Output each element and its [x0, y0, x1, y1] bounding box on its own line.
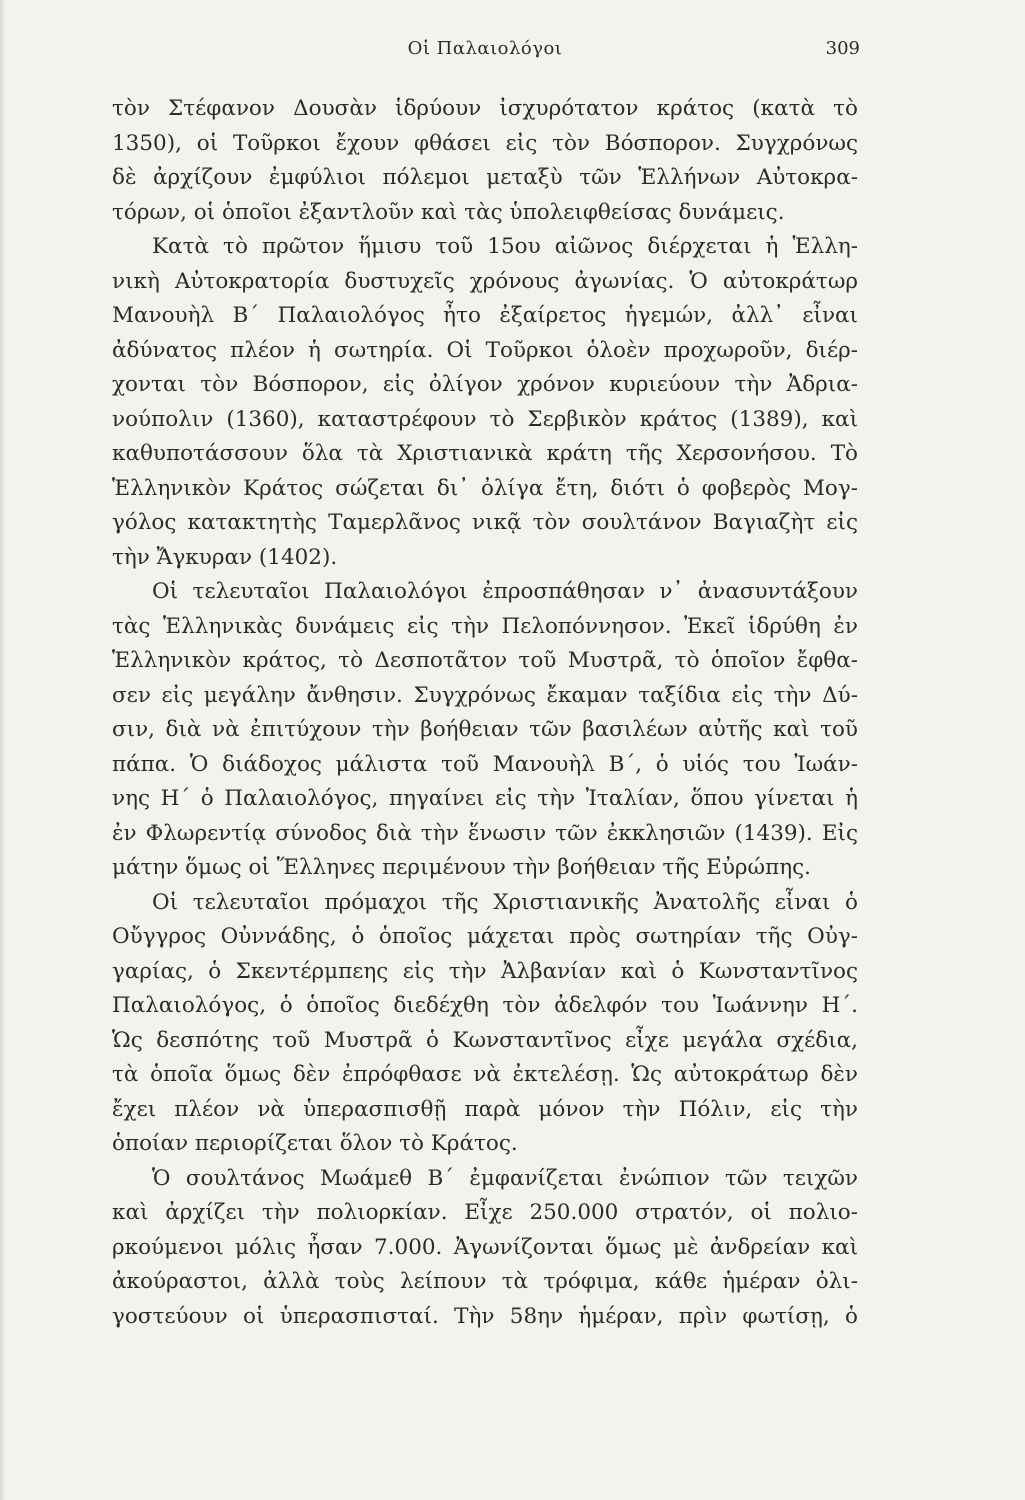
text-line: Οἱ τελευταῖοι Παλαιολόγοι ἐπροσπάθησαν ν᾽ ἀνασυντάξουν	[152, 579, 858, 604]
text-line: ἀδύνατος πλέον ἡ σωτηρία. Οἱ Τοῦρκοι ὁλοὲν προχωροῦν, διέρ-	[112, 337, 858, 363]
text-line: 1350), οἱ Τοῦρκοι ἔχουν φθάσει εἰς τὸν Βόσπορον. Συγχρόνως	[112, 130, 858, 156]
text-line: ρκούμενοι μόλις ἦσαν 7.000. Ἀγωνίζονται ὅμως μὲ ἀνδρείαν καὶ	[112, 1234, 858, 1260]
running-head-title: Οἱ Παλαιολόγοι	[407, 38, 563, 59]
text-line: γόλος κατακτητὴς Ταμερλᾶνος νικᾷ τὸν σουλτάνον Βαγιαζὴτ εἰς	[112, 510, 858, 535]
text-line: πάπα. Ὁ διάδοχος μάλιστα τοῦ Μανουὴλ Β΄, ὁ υἱός του Ἰωάν-	[112, 751, 858, 777]
text-line: Ἑλληνικὸν κράτος, τὸ Δεσποτᾶτον τοῦ Μυστρᾶ, τὸ ὁποῖον ἔφθα-	[112, 648, 858, 673]
text-line: ἐν Φλωρεντίᾳ σύνοδος διὰ τὴν ἕνωσιν τῶν ἐκκλησιῶν (1439). Εἰς	[112, 820, 858, 846]
text-line: δὲ ἀρχίζουν ἐμφύλιοι πόλεμοι μεταξὺ τῶν Ἑλλήνων Αὐτοκρα-	[112, 165, 858, 190]
text-line: σιν, διὰ νὰ ἐπιτύχουν τὴν βοήθειαν τῶν βασιλέων αὐτῆς καὶ τοῦ	[112, 717, 858, 742]
text-line: Ὁ σουλτάνος Μωάμεθ Β΄ ἐμφανίζεται ἐνώπιον τῶν τειχῶν	[152, 1165, 858, 1191]
text-line: τόρων, οἱ ὁποῖοι ἐξαντλοῦν καὶ τὰς ὑπολειφθείσας δυνάμεις.	[112, 199, 785, 225]
text-line: ὁποίαν περιορίζεται ὅλον τὸ Κράτος.	[112, 1131, 518, 1156]
text-line: ἀκούραστοι, ἀλλὰ τοὺς λείπουν τὰ τρόφιμα, κάθε ἡμέραν ὀλι-	[112, 1269, 858, 1294]
text-line: Οὔγγρος Οὐννάδης, ὁ ὁποῖος μάχεται πρὸς σωτηρίαν τῆς Οὐγ-	[112, 924, 858, 949]
text-line: Κατὰ τὸ πρῶτον ἥμισυ τοῦ 15ου αἰῶνος διέρχεται ἡ Ἑλλη-	[152, 234, 858, 259]
text-line: καθυποτάσσουν ὅλα τὰ Χριστιανικὰ κράτη τῆς Χερσονήσου. Τὸ	[112, 441, 858, 466]
text-line: νούπολιν (1360), καταστρέφουν τὸ Σερβικὸν κράτος (1389), καὶ	[112, 406, 858, 432]
text-line: τὰ ὁποῖα ὅμως δὲν ἐπρόφθασε νὰ ἐκτελέσῃ. Ὡς αὐτοκράτωρ δὲν	[112, 1062, 858, 1087]
text-line: γοστεύουν οἱ ὑπερασπισταί. Τὴν 58ην ἡμέραν, πρὶν φωτίσῃ, ὁ	[112, 1303, 858, 1329]
text-line: μάτην ὅμως οἱ Ἕλληνες περιμένουν τὴν βοήθειαν τῆς Εὐρώπης.	[112, 855, 811, 880]
body-text	[112, 92, 858, 1334]
text-line: νικὴ Αὐτοκρατορία δυστυχεῖς χρόνους ἀγωνίας. Ὁ αὐτοκράτωρ	[112, 268, 858, 294]
binding-shadow	[0, 0, 6, 1500]
text-line: Ὡς δεσπότης τοῦ Μυστρᾶ ὁ Κωνσταντῖνος εἶχε μεγάλα σχέδια,	[112, 1027, 858, 1053]
text-line: τὰς Ἑλληνικὰς δυνάμεις εἰς τὴν Πελοπόννησον. Ἐκεῖ ἱδρύθη ἐν	[112, 613, 858, 639]
text-line: Ἑλληνικὸν Κράτος σώζεται δι᾽ ὀλίγα ἔτη, διότι ὁ φοβερὸς Μογ-	[112, 475, 858, 501]
text-line: καὶ ἀρχίζει τὴν πολιορκίαν. Εἶχε 250.000 στρατόν, οἱ πολιο-	[112, 1200, 858, 1225]
text-line: Μανουὴλ Β΄ Παλαιολόγος ἦτο ἐξαίρετος ἡγεμών, ἀλλ᾽ εἶναι	[112, 303, 858, 328]
text-line: σεν εἰς μεγάλην ἄνθησιν. Συγχρόνως ἔκαμαν ταξίδια εἰς τὴν Δύ-	[112, 682, 858, 708]
running-head	[110, 38, 860, 68]
text-line: ἔχει πλέον νὰ ὑπερασπισθῇ παρὰ μόνον τὴν Πόλιν, εἰς τὴν	[112, 1096, 858, 1122]
text-line: χονται τὸν Βόσπορον, εἰς ὀλίγον χρόνον κυριεύουν τὴν Ἀδρια-	[112, 372, 858, 397]
page-number: 309	[825, 38, 860, 59]
text-line: Οἱ τελευταῖοι πρόμαχοι τῆς Χριστιανικῆς Ἀνατολῆς εἶναι ὁ	[152, 889, 858, 915]
text-line: Παλαιολόγος, ὁ ὁποῖος διεδέχθη τὸν ἀδελφόν του Ἰωάννην Η΄.	[112, 993, 858, 1018]
text-line: τὴν Ἄγκυραν (1402).	[112, 544, 338, 570]
text-line: τὸν Στέφανον Δουσὰν ἱδρύουν ἰσχυρότατον κράτος (κατὰ τὸ	[112, 96, 858, 121]
text-line: νης Η΄ ὁ Παλαιολόγος, πηγαίνει εἰς τὴν Ἰταλίαν, ὅπου γίνεται ἡ	[112, 786, 858, 811]
text-line: γαρίας, ὁ Σκεντέρμπεης εἰς τὴν Ἀλβανίαν καὶ ὁ Κωνσταντῖνος	[112, 958, 858, 984]
